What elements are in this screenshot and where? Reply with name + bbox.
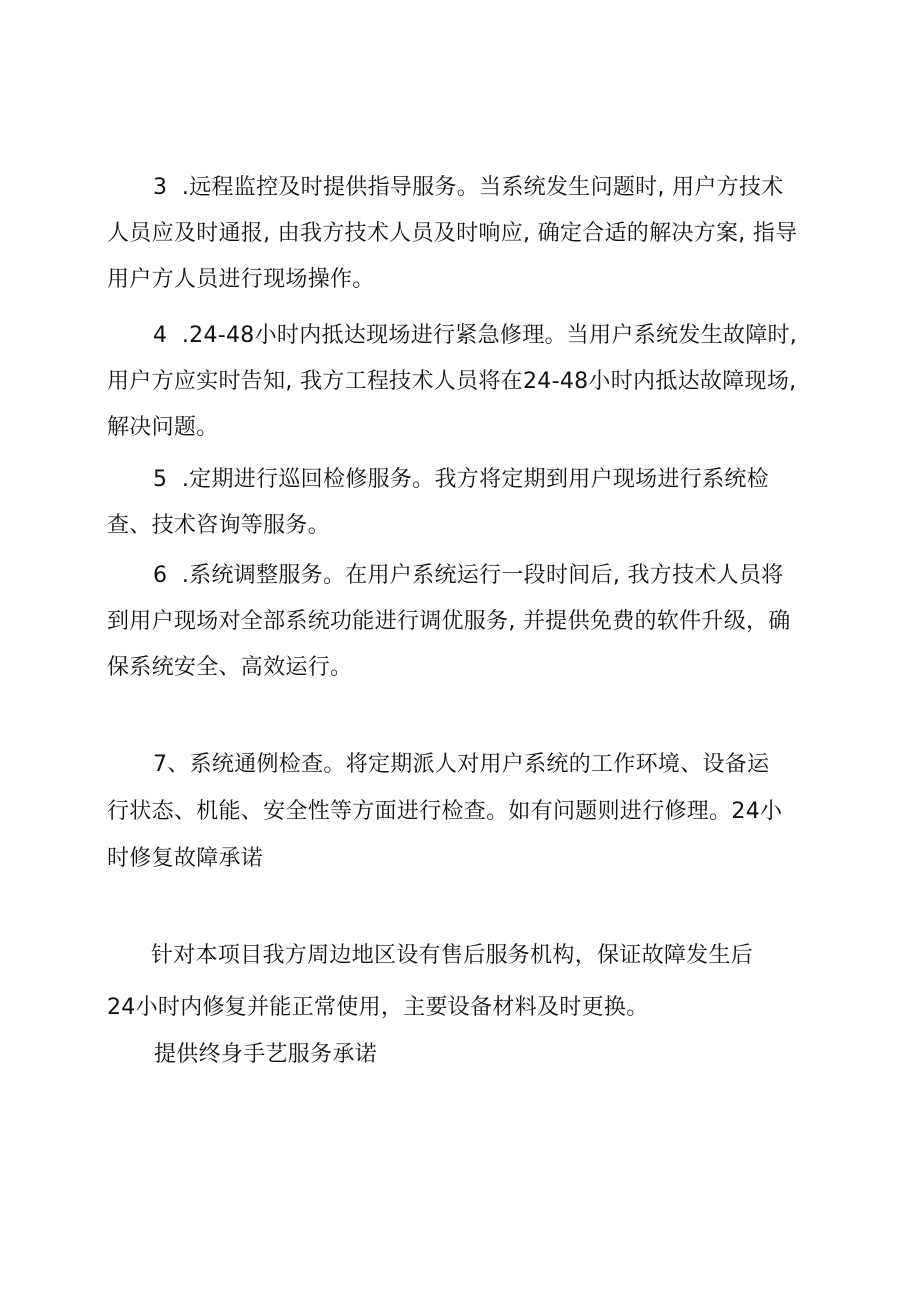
item-3-line-3: 用户方人员进行现场操作。 xyxy=(107,267,375,292)
item-3-line-1: 3 .远程监控及时提供指导服务。当系统发生问题时, 用户方技术 xyxy=(153,175,784,200)
item-7-line-1: 7、系统通例检查。将定期派人对用户系统的工作环境、设备运 xyxy=(153,752,770,777)
item-4-line-3: 解决问题。 xyxy=(107,415,219,440)
lifetime-service-heading: 提供终身手艺服务承诺 xyxy=(154,1042,378,1067)
item-6-line-1: 6 .系统调整服务。在用户系统运行一段时间后, 我方技术人员将 xyxy=(153,563,784,588)
item-6-line-3: 保系统安全、高效运行。 xyxy=(107,655,353,680)
service-paragraph-line-2: 24小时内修复并能正常使用，主要设备材料及时更换。 xyxy=(107,995,649,1020)
item-3-line-2: 人员应及时通报, 由我方技术人员及时响应, 确定合适的解决方案, 指导 xyxy=(107,221,798,246)
item-4-line-1: 4 .24-48小时内抵达现场进行紧急修理。当用户系统发生故障时, xyxy=(153,323,798,348)
item-7-line-3: 时修复故障承诺 xyxy=(107,846,264,871)
item-7-line-2: 行状态、机能、安全性等方面进行检查。如有问题则进行修理。24小 xyxy=(107,799,783,824)
item-6-line-2: 到用户现场对全部系统功能进行调优服务, 并提供免费的软件升级，确 xyxy=(107,609,791,634)
item-5-line-2: 查、技术咨询等服务。 xyxy=(107,513,331,538)
item-4-line-2: 用户方应实时告知, 我方工程技术人员将在24-48小时内抵达故障现场, xyxy=(107,369,797,394)
item-5-line-1: 5 .定期进行巡回检修服务。我方将定期到用户现场进行系统检 xyxy=(153,467,769,492)
service-paragraph-line-1: 针对本项目我方周边地区设有售后服务机构，保证故障发生后 xyxy=(151,943,754,968)
